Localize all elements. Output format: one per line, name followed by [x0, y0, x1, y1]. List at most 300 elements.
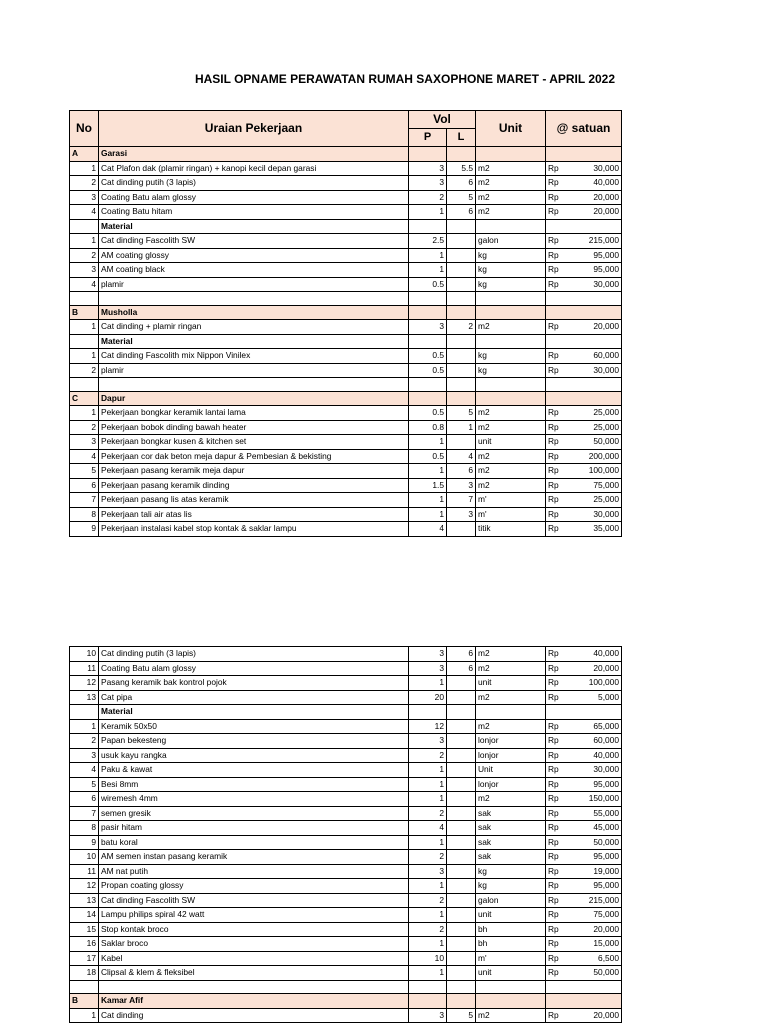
currency-label: Rp [548, 191, 559, 202]
work-description: AM nat putih [99, 864, 409, 879]
vol-p: 1 [409, 263, 447, 278]
empty-cell [476, 305, 546, 320]
unit-cell: titik [476, 522, 546, 537]
price-cell [546, 864, 622, 879]
price-cell [546, 966, 622, 981]
price-cell [546, 176, 622, 191]
unit-price: 20,000 [593, 923, 619, 934]
header-uraian: Uraian Pekerjaan [99, 111, 409, 147]
work-description: semen gresik [99, 806, 409, 821]
blank-row [70, 980, 622, 994]
unit-price: 75,000 [593, 479, 619, 490]
vol-l [447, 777, 476, 792]
unit-price: 30,000 [593, 364, 619, 375]
table-row [70, 464, 622, 479]
table-row [70, 522, 622, 537]
unit-cell: m' [476, 507, 546, 522]
unit-price: 60,000 [593, 735, 619, 745]
currency-label: Rp [548, 278, 559, 289]
blank-row [70, 378, 622, 392]
unit-price: 75,000 [593, 909, 619, 919]
currency-label: Rp [548, 967, 559, 977]
row-number: 4 [70, 277, 99, 292]
unit-cell: m2 [476, 719, 546, 734]
currency-label: Rp [548, 677, 559, 687]
unit-price: 5,000 [598, 691, 619, 702]
section-row [70, 305, 622, 320]
price-cell [546, 493, 622, 508]
empty-cell [447, 147, 476, 162]
unit-cell: kg [476, 349, 546, 364]
header-no: No [70, 111, 99, 147]
unit-price: 15,000 [593, 938, 619, 948]
table-row [70, 263, 622, 278]
price-cell [546, 922, 622, 937]
unit-price: 20,000 [593, 321, 619, 331]
price-cell [546, 420, 622, 435]
row-number: 2 [70, 176, 99, 191]
currency-label: Rp [548, 778, 559, 789]
table-row [70, 719, 622, 734]
table-row [70, 205, 622, 220]
currency-label: Rp [548, 807, 559, 818]
row-number: 12 [70, 676, 99, 691]
work-description: Pekerjaan pasang lis atas keramik [99, 493, 409, 508]
unit-price: 20,000 [593, 191, 619, 202]
empty-cell [546, 705, 622, 720]
work-description: usuk kayu rangka [99, 748, 409, 763]
unit-cell: kg [476, 263, 546, 278]
unit-cell: kg [476, 363, 546, 378]
row-number: 4 [70, 449, 99, 464]
row-number: 16 [70, 937, 99, 952]
empty-cell [99, 980, 409, 994]
unit-cell: m2 [476, 1008, 546, 1023]
price-cell [546, 690, 622, 705]
row-number: 2 [70, 363, 99, 378]
empty-cell [546, 292, 622, 306]
row-number: 7 [70, 493, 99, 508]
row-number: 1 [70, 349, 99, 364]
vol-l [447, 690, 476, 705]
vol-l [447, 937, 476, 952]
work-description: Pekerjaan tali air atas lis [99, 507, 409, 522]
row-number [70, 705, 99, 720]
vol-l [447, 879, 476, 894]
work-description: Keramik 50x50 [99, 719, 409, 734]
empty-cell [447, 305, 476, 320]
table-row [70, 763, 622, 778]
unit-price: 60,000 [593, 350, 619, 360]
empty-cell [476, 219, 546, 234]
empty-cell [447, 219, 476, 234]
row-number: 8 [70, 507, 99, 522]
table-header-row [70, 111, 622, 129]
table-row [70, 190, 622, 205]
unit-cell: galon [476, 893, 546, 908]
empty-cell [99, 292, 409, 306]
unit-price: 40,000 [593, 749, 619, 760]
row-number: 5 [70, 777, 99, 792]
unit-cell: unit [476, 676, 546, 691]
row-number [70, 334, 99, 349]
section-letter: C [70, 391, 99, 406]
vol-p: 1 [409, 792, 447, 807]
material-heading-row [70, 705, 622, 720]
table-row [70, 661, 622, 676]
work-description: wiremesh 4mm [99, 792, 409, 807]
price-cell [546, 792, 622, 807]
vol-p: 1 [409, 435, 447, 450]
blank-row [70, 292, 622, 306]
table-row [70, 420, 622, 435]
unit-price: 25,000 [593, 421, 619, 432]
empty-cell [476, 980, 546, 994]
table-row [70, 893, 622, 908]
price-cell [546, 522, 622, 537]
unit-cell: lonjor [476, 734, 546, 749]
table-row [70, 748, 622, 763]
row-number: 13 [70, 893, 99, 908]
unit-price: 100,000 [588, 465, 619, 475]
price-cell [546, 937, 622, 952]
work-description: Clipsal & klem & fleksibel [99, 966, 409, 981]
empty-cell [476, 147, 546, 162]
row-number: 4 [70, 205, 99, 220]
section-row [70, 147, 622, 162]
row-number: 7 [70, 806, 99, 821]
section-title: Kamar Afif [99, 994, 409, 1009]
table-row [70, 176, 622, 191]
vol-p: 4 [409, 522, 447, 537]
opname-table-page-1 [69, 110, 622, 537]
currency-label: Rp [548, 465, 559, 475]
row-number: 1 [70, 406, 99, 421]
table-row [70, 777, 622, 792]
vol-p: 3 [409, 320, 447, 335]
empty-cell [409, 305, 447, 320]
vol-p: 1 [409, 966, 447, 981]
unit-cell: unit [476, 435, 546, 450]
vol-l: 2 [447, 320, 476, 335]
work-description: Coating Batu alam glossy [99, 661, 409, 676]
table-row [70, 320, 622, 335]
work-description: AM coating black [99, 263, 409, 278]
table-row [70, 922, 622, 937]
vol-p: 2 [409, 922, 447, 937]
unit-price: 150,000 [588, 793, 619, 803]
vol-p: 2.5 [409, 234, 447, 249]
unit-price: 50,000 [593, 967, 619, 977]
row-number: 2 [70, 248, 99, 263]
empty-cell [476, 994, 546, 1009]
opname-table-page-2 [69, 646, 622, 1023]
price-cell [546, 850, 622, 865]
row-number: 10 [70, 850, 99, 865]
vol-p: 2 [409, 190, 447, 205]
vol-p: 1 [409, 937, 447, 952]
vol-l: 7 [447, 493, 476, 508]
section-letter: A [70, 147, 99, 162]
work-description: Cat dinding + plamir ringan [99, 320, 409, 335]
table-row [70, 493, 622, 508]
unit-price: 215,000 [588, 235, 619, 245]
work-description: Pekerjaan pasang keramik meja dapur [99, 464, 409, 479]
currency-label: Rp [548, 436, 559, 446]
vol-l: 5 [447, 406, 476, 421]
vol-p: 1 [409, 205, 447, 220]
vol-p: 3 [409, 734, 447, 749]
vol-l: 3 [447, 478, 476, 493]
unit-cell: m2 [476, 464, 546, 479]
work-description: Paku & kawat [99, 763, 409, 778]
vol-l [447, 719, 476, 734]
unit-price: 45,000 [593, 822, 619, 832]
row-number: 8 [70, 821, 99, 836]
unit-cell: m2 [476, 205, 546, 220]
row-number [70, 219, 99, 234]
price-cell [546, 748, 622, 763]
unit-price: 20,000 [593, 662, 619, 673]
unit-cell: m2 [476, 161, 546, 176]
empty-cell [409, 219, 447, 234]
work-description: Kabel [99, 951, 409, 966]
vol-l [447, 748, 476, 763]
currency-label: Rp [548, 450, 559, 461]
material-heading-row [70, 219, 622, 234]
vol-p: 1 [409, 835, 447, 850]
work-description: Coating Batu hitam [99, 205, 409, 220]
table-row [70, 449, 622, 464]
row-number: 2 [70, 734, 99, 749]
work-description: Pekerjaan instalasi kabel stop kontak & saklar lampu [99, 522, 409, 537]
price-cell [546, 893, 622, 908]
price-cell [546, 835, 622, 850]
currency-label: Rp [548, 321, 559, 331]
unit-price: 100,000 [588, 677, 619, 687]
row-number: 9 [70, 835, 99, 850]
empty-cell [409, 980, 447, 994]
row-number: 1 [70, 719, 99, 734]
work-description: Cat pipa [99, 690, 409, 705]
empty-cell [546, 305, 622, 320]
work-description: Saklar broco [99, 937, 409, 952]
currency-label: Rp [548, 364, 559, 375]
vol-p: 3 [409, 864, 447, 879]
vol-p: 0.5 [409, 277, 447, 292]
vol-p: 3 [409, 161, 447, 176]
row-number: 1 [70, 1008, 99, 1023]
currency-label: Rp [548, 421, 559, 432]
price-cell [546, 406, 622, 421]
currency-label: Rp [548, 479, 559, 490]
table-row [70, 248, 622, 263]
vol-l [447, 951, 476, 966]
empty-cell [476, 292, 546, 306]
work-description: Papan bekesteng [99, 734, 409, 749]
unit-cell: m2 [476, 647, 546, 662]
empty-cell [447, 980, 476, 994]
unit-price: 95,000 [593, 880, 619, 890]
unit-cell: m2 [476, 420, 546, 435]
currency-label: Rp [548, 793, 559, 803]
empty-cell [99, 378, 409, 392]
unit-cell: sak [476, 835, 546, 850]
work-description: Cat dinding putih (3 lapis) [99, 647, 409, 662]
empty-cell [476, 705, 546, 720]
table-row [70, 734, 622, 749]
price-cell [546, 676, 622, 691]
empty-cell [546, 980, 622, 994]
work-description: Cat Plafon dak (plamir ringan) + kanopi kecil depan garasi [99, 161, 409, 176]
currency-label: Rp [548, 177, 559, 187]
work-description: Cat dinding [99, 1008, 409, 1023]
unit-cell: unit [476, 908, 546, 923]
price-cell [546, 661, 622, 676]
empty-cell [447, 334, 476, 349]
work-description: Cat dinding putih (3 lapis) [99, 176, 409, 191]
vol-l [447, 522, 476, 537]
row-number: 15 [70, 922, 99, 937]
table-row [70, 850, 622, 865]
unit-price: 95,000 [593, 264, 619, 274]
vol-l [447, 922, 476, 937]
price-cell [546, 1008, 622, 1023]
currency-label: Rp [548, 494, 559, 504]
row-number: 11 [70, 661, 99, 676]
unit-price: 30,000 [593, 278, 619, 289]
header-vol: Vol [409, 111, 476, 129]
unit-cell: m2 [476, 449, 546, 464]
price-cell [546, 806, 622, 821]
work-description: Pasang keramik bak kontrol pojok [99, 676, 409, 691]
currency-label: Rp [548, 735, 559, 745]
unit-price: 30,000 [593, 162, 619, 173]
empty-cell [447, 292, 476, 306]
row-number: 1 [70, 234, 99, 249]
empty-cell [70, 292, 99, 306]
row-number: 14 [70, 908, 99, 923]
price-cell [546, 821, 622, 836]
section-title: Garasi [99, 147, 409, 162]
row-number: 3 [70, 748, 99, 763]
unit-cell: kg [476, 248, 546, 263]
vol-l [447, 966, 476, 981]
unit-cell: m2 [476, 406, 546, 421]
table-row [70, 806, 622, 821]
vol-p: 0.5 [409, 349, 447, 364]
vol-l [447, 763, 476, 778]
work-description: Cat dinding Fascolith SW [99, 893, 409, 908]
header-satuan: @ satuan [546, 111, 622, 147]
empty-cell [476, 391, 546, 406]
section-letter: B [70, 305, 99, 320]
empty-cell [409, 994, 447, 1009]
vol-p: 1 [409, 908, 447, 923]
vol-l: 3 [447, 507, 476, 522]
work-description: Pekerjaan bongkar keramik lantai lama [99, 406, 409, 421]
row-number: 13 [70, 690, 99, 705]
currency-label: Rp [548, 880, 559, 890]
table-row [70, 161, 622, 176]
work-description: AM coating glossy [99, 248, 409, 263]
unit-cell: kg [476, 277, 546, 292]
unit-cell: m' [476, 951, 546, 966]
unit-price: 50,000 [593, 436, 619, 446]
price-cell [546, 248, 622, 263]
currency-label: Rp [548, 249, 559, 260]
row-number: 5 [70, 464, 99, 479]
vol-l [447, 835, 476, 850]
row-number: 6 [70, 478, 99, 493]
currency-label: Rp [548, 162, 559, 173]
table-row [70, 478, 622, 493]
vol-l [447, 864, 476, 879]
table-row [70, 277, 622, 292]
table-row [70, 234, 622, 249]
unit-price: 65,000 [593, 720, 619, 731]
work-description: Propan coating glossy [99, 879, 409, 894]
vol-l: 1 [447, 420, 476, 435]
price-cell [546, 277, 622, 292]
vol-p: 4 [409, 821, 447, 836]
vol-l: 5.5 [447, 161, 476, 176]
unit-price: 30,000 [593, 508, 619, 519]
vol-p: 20 [409, 690, 447, 705]
unit-price: 25,000 [593, 407, 619, 417]
material-label: Material [99, 219, 409, 234]
unit-cell: unit [476, 966, 546, 981]
work-description: Besi 8mm [99, 777, 409, 792]
vol-l: 6 [447, 647, 476, 662]
vol-l: 6 [447, 464, 476, 479]
empty-cell [546, 391, 622, 406]
table-row [70, 951, 622, 966]
empty-cell [409, 292, 447, 306]
vol-p: 2 [409, 748, 447, 763]
unit-cell: Unit [476, 763, 546, 778]
vol-l [447, 908, 476, 923]
vol-l [447, 734, 476, 749]
unit-cell: bh [476, 922, 546, 937]
table-row [70, 792, 622, 807]
currency-label: Rp [548, 851, 559, 861]
unit-cell: lonjor [476, 748, 546, 763]
vol-l: 6 [447, 205, 476, 220]
vol-p: 10 [409, 951, 447, 966]
vol-l [447, 676, 476, 691]
vol-p: 1 [409, 507, 447, 522]
empty-cell [409, 705, 447, 720]
table-row [70, 966, 622, 981]
unit-price: 20,000 [593, 1009, 619, 1020]
vol-l [447, 263, 476, 278]
empty-cell [409, 378, 447, 392]
unit-cell: kg [476, 879, 546, 894]
currency-label: Rp [548, 407, 559, 417]
vol-p: 0.5 [409, 449, 447, 464]
unit-cell: kg [476, 864, 546, 879]
currency-label: Rp [548, 822, 559, 832]
material-label: Material [99, 705, 409, 720]
row-number: 12 [70, 879, 99, 894]
vol-l [447, 349, 476, 364]
vol-p: 1 [409, 879, 447, 894]
price-cell [546, 320, 622, 335]
vol-l: 6 [447, 661, 476, 676]
table-row [70, 835, 622, 850]
price-cell [546, 879, 622, 894]
